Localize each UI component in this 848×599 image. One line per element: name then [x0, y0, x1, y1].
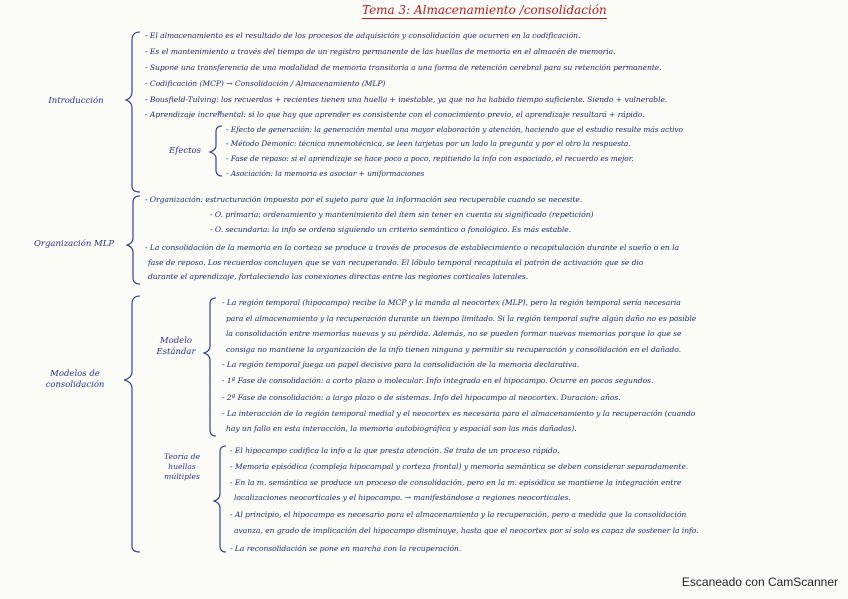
intro-line: - Codificación (MCP) → Consolidación / Almacenamiento (MLP)	[145, 79, 386, 88]
huellas-line: - Memoria episódica (compleja hipocampal y corteza frontal) y memoria semántica se deben considerar separadamente.	[230, 462, 689, 471]
estandar-line: hay un fallo en esta interacción, la memoria autobiográfica y espacial son las más dañadas).	[226, 424, 577, 433]
models-brace	[124, 296, 140, 552]
sub-label-teoria-huellas: Teoría de huellas múltiples	[164, 452, 200, 481]
huellas-line: - La reconsolidación se pone en marcha con la recuperación.	[230, 544, 462, 553]
section-label-organizacion: Organización MLP	[33, 239, 115, 249]
scanner-watermark: Escaneado con CamScanner	[681, 575, 838, 589]
sub-label-modelo-estandar: Modelo Estándar	[156, 336, 196, 357]
org-line: durante el aprendizaje, fortaleciendo las conexiones directas entre las regiones corticales laterales.	[148, 272, 529, 281]
huellas-line: - En la m. semántica se produce un proceso de consolidación, pero en la m. episódica se mantiene la integración entre	[230, 478, 682, 487]
org-line: fase de reposo. Los recuerdos concluyen que se van recuperando. El lóbulo temporal recapitula el patrón de activación que se dio	[148, 258, 644, 267]
org-line: - Organización: estructuración impuesta por el sujeto para que la información sea recuperable cuando se necesite.	[145, 195, 583, 204]
efectos-brace	[210, 126, 222, 176]
huellas-line: localizaciones neocorticales y el hipocampo. → manifestándose a regiones neocorticales.	[234, 493, 571, 502]
huellas-line: - El hipocampo codifica la info a la que presta atención. Se trata de un proceso rápido.	[230, 446, 560, 455]
estandar-line: la consolidación entre memorias nuevas y su pérdida. Además, no se pueden formar nuevas memorias porque lo que se	[226, 329, 682, 338]
huellas-line: - Al principio, el hipocampo es necesario para el almacenamiento y la recuperación, pero a medida que la consolidación	[230, 510, 687, 519]
org-line: - O. primaria: ordenamiento y mantenimiento del ítem sin tener en cuenta su significado (repetición)	[210, 210, 594, 219]
efectos-line: - Método Demonic: técnica mnemotécnica, se leen tarjetas por un lado la pregunta y por el otro la respuesta.	[226, 139, 631, 148]
intro-line: - Supone una transferencia de una modalidad de memoria transitoria a una forma de retención cerebral para su retención permanente.	[145, 63, 662, 72]
org-line: - O. secundaria: la info se ordena siguiendo un criterio semántico o fonológico. Es más estable.	[210, 225, 572, 234]
page-title: Tema 3: Almacenamiento /consolidación	[362, 3, 607, 17]
intro-line: - Aprendizaje incremental: si lo que hay que aprender es consistente con el conocimiento previo, el aprendizaje resultará + rápido.	[145, 110, 645, 119]
efectos-line: - Efecto de generación: la generación mental una mayor elaboración y atención, haciendo que el estudio resulte más activo	[226, 125, 683, 134]
efectos-line: - Fase de repaso: si el aprendizaje se hace poco a poco, repitiendo la info con espaciado, el recuerdo es mejor.	[226, 154, 634, 163]
org-line: - La consolidación de la memoria en la corteza se produce a través de procesos de establecimiento o recapitulación durante el sueño o en la	[145, 243, 679, 252]
estandar-line: consiga no mantiene la organización de la info tienen ninguna y permitir su recuperación y consolidación en el dañado.	[226, 345, 682, 354]
intro-brace	[126, 32, 140, 192]
estandar-line: - 2ª Fase de consolidación: a largo plazo o de sistemas. Info del hipocampo al neocortex. Duración: años.	[222, 393, 621, 402]
huellas-brace	[214, 446, 226, 552]
estandar-brace	[204, 298, 216, 436]
estandar-line: para el almacenamiento y la recuperación durante un tiempo limitado. Si la región temporal sufre algún daño no es posible	[226, 314, 697, 323]
huellas-line: avanza, en grado de implicación del hipocampo disminuye, hasta que el neocortex por sí solo es capaz de sostener la info.	[234, 526, 699, 535]
section-label-modelos: Modelos de consolidación	[45, 369, 105, 390]
org-brace	[127, 196, 140, 284]
intro-line: - Bousfield-Tulving: los recuerdos + recientes tienen una huella + inestable, ya que no ha habido tiempo suficiente. Siendo + vulnerable.	[145, 95, 668, 104]
estandar-line: - La región temporal juega un papel decisivo para la consolidación de la memoria declarativa.	[222, 360, 580, 369]
intro-line: - El almacenamiento es el resultado de los procesos de adquisición y consolidación que ocurren en la codificación.	[145, 31, 581, 40]
estandar-line: - 1ª Fase de consolidación: a corto plazo o molecular. Info integrada en el hipocampo. Ocurre en pocos segundos.	[222, 376, 654, 385]
estandar-line: - La región temporal (hipocampo) recibe la MCP y la manda al neocortex (MLP), pero la región temporal sería necesaria	[222, 298, 681, 307]
section-label-introduccion: Introducción	[48, 96, 104, 106]
estandar-line: - La interacción de la región temporal medial y el neocortex es necesaria para el almacenamiento y la recuperación (cuando	[222, 409, 696, 418]
efectos-line: - Asociación: la memoria es asociar + uniformaciones	[226, 169, 425, 178]
intro-line: - Es el mantenimiento a través del tiempo de un registro permanente de las huellas de memoria en el almacén de memoria.	[145, 47, 616, 56]
sub-label-efectos: Efectos	[168, 146, 202, 156]
